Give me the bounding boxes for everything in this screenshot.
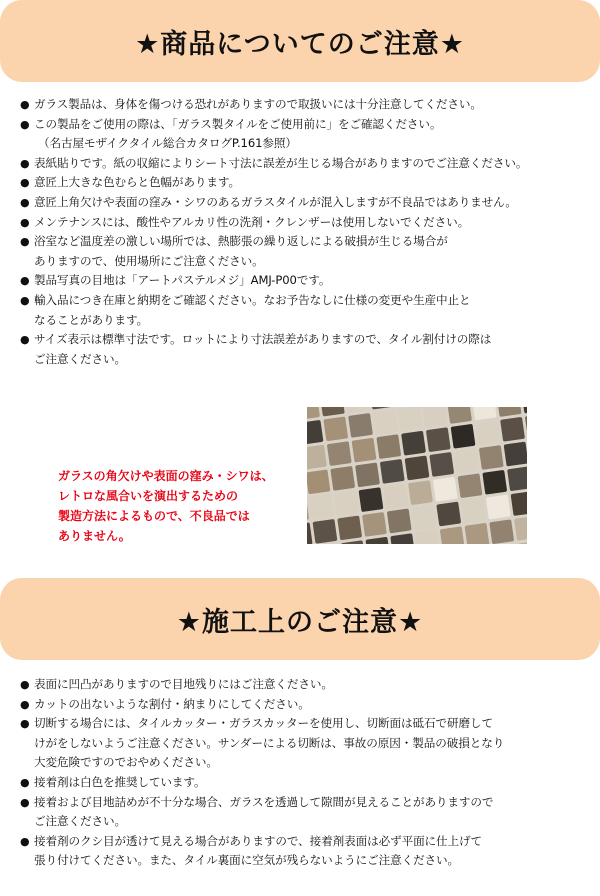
mosaic-tile bbox=[309, 494, 334, 519]
mosaic-tile bbox=[352, 438, 377, 463]
note-text: ● 切断する場合には、タイルカッター・ガラスカッターを使用し、切断面は砥石で研磨して bbox=[34, 716, 493, 731]
note-text: ● 浴室など温度差の激しい場所では、熱膨張の繰り返しによる破損が生じる場合が bbox=[34, 234, 448, 249]
note-item bbox=[20, 271, 596, 291]
note-text: ● 輸入品につき在庫と納期をご確認ください。なお予告なしに仕様の変更や生産中止と bbox=[34, 292, 471, 307]
mosaic-tile bbox=[330, 466, 355, 491]
mosaic-tile bbox=[440, 526, 465, 544]
mosaic-tile bbox=[334, 491, 359, 516]
note-text: ● この製品をご使用の際は、「ガラス製タイルをご使用前に」をご確認ください。 bbox=[34, 116, 442, 131]
note-item bbox=[20, 154, 596, 174]
note-text: ありますので、使用場所にご注意ください。 bbox=[34, 253, 264, 268]
note-text: 大変危険ですのでおやめください。 bbox=[34, 755, 218, 770]
red-note-line: レトロな風合いを演出するための bbox=[58, 489, 239, 503]
product-notes-list bbox=[20, 95, 596, 369]
note-text: ご注意ください。 bbox=[34, 814, 126, 829]
note-item bbox=[20, 291, 596, 330]
note-text: ● サイズ表示は標準寸法です。ロットにより寸法誤差がありますので、タイル割付けの際は bbox=[34, 332, 492, 347]
mosaic-tile bbox=[307, 469, 330, 494]
mosaic-tile bbox=[507, 466, 527, 491]
mosaic-tile-image bbox=[307, 407, 527, 544]
mosaic-tile bbox=[313, 519, 338, 544]
note-item bbox=[20, 675, 596, 695]
note-text: ● 意匠上大きな色むらと色幅があります。 bbox=[34, 175, 240, 190]
mosaic-tile bbox=[307, 445, 327, 470]
mosaic-tile bbox=[380, 459, 405, 484]
mosaic-tile bbox=[408, 480, 433, 505]
mosaic-tile bbox=[398, 407, 423, 431]
note-text: ● カットの出ないような割付・納まりにしてください。 bbox=[34, 696, 310, 711]
mosaic-tile bbox=[475, 420, 500, 445]
mosaic-tile bbox=[426, 427, 451, 452]
red-note-line: 製造方法によるもので、不良品では bbox=[58, 509, 250, 523]
note-text: 張り付けてください。また、タイル裏面に空気が残らないようにご注意ください。 bbox=[34, 853, 460, 868]
mosaic-tile bbox=[486, 495, 511, 520]
note-text: ● 製品写真の目地は「アートパステルメジ」AMJ-P00です。 bbox=[34, 273, 331, 288]
mosaic-tile bbox=[355, 462, 380, 487]
mosaic-tile bbox=[429, 452, 454, 477]
note-item bbox=[20, 714, 596, 773]
section-title-installation-notes: ★施工上のご注意★ bbox=[176, 606, 424, 638]
note-text: なることがあります。 bbox=[34, 312, 149, 327]
note-text: ● 接着剤は白色を推奨しています。 bbox=[34, 774, 206, 789]
note-item bbox=[20, 115, 596, 154]
mosaic-tile bbox=[482, 470, 507, 495]
note-subtext: （名古屋モザイクタイル総合カタログP.161参照） bbox=[38, 136, 297, 151]
note-item bbox=[20, 173, 596, 193]
installation-notes-list bbox=[20, 675, 596, 871]
mosaic-tile bbox=[454, 449, 479, 474]
mosaic-tile bbox=[500, 417, 525, 442]
note-text: ● 接着および目地詰めが不十分な場合、ガラスを透過して隙間が見えることがありますので bbox=[34, 794, 494, 809]
note-item bbox=[20, 832, 596, 871]
mosaic-tile bbox=[436, 502, 461, 527]
mosaic-tile bbox=[489, 519, 514, 544]
mosaic-tile bbox=[327, 441, 352, 466]
mosaic-tile-photo bbox=[307, 407, 527, 544]
mosaic-tile bbox=[337, 515, 362, 540]
mosaic-tile bbox=[323, 416, 348, 441]
note-text: ● メンテナンスには、酸性やアルカリ性の洗剤・クレンザーは使用しないでください。 bbox=[34, 214, 470, 229]
note-item bbox=[20, 773, 596, 793]
section-header-installation-notes bbox=[0, 578, 600, 660]
mosaic-tile bbox=[451, 424, 476, 449]
mosaic-tile bbox=[422, 407, 447, 427]
note-text: ● ガラス製品は、身体を傷つける恐れがありますので取扱いには十分注意してください。 bbox=[34, 97, 482, 111]
section-title-product-notes: ★商品についてのご注意★ bbox=[135, 28, 465, 60]
note-text: ● 接着剤のクシ目が透けて見える場合がありますので、接着剤表面は必ず平面に仕上げて bbox=[34, 833, 483, 848]
mosaic-tile bbox=[387, 508, 412, 533]
note-item bbox=[20, 695, 596, 715]
mosaic-tile bbox=[465, 523, 490, 544]
mosaic-tile bbox=[504, 442, 527, 467]
mosaic-tile bbox=[461, 498, 486, 523]
note-item bbox=[20, 232, 596, 271]
note-text: ● 表紙貼りです。紙の収縮によりシート寸法に誤差が生じる場合がありますのでご注意ください。 bbox=[34, 155, 528, 170]
mosaic-tile bbox=[405, 456, 430, 481]
mosaic-tile bbox=[359, 487, 384, 512]
mosaic-tile bbox=[401, 431, 426, 456]
note-item bbox=[20, 330, 596, 369]
red-note-line: ありません。 bbox=[58, 529, 131, 543]
note-item bbox=[20, 193, 596, 213]
note-text: ● 表面に凹凸がありますので目地残りにはご注意ください。 bbox=[34, 677, 333, 691]
mosaic-tile bbox=[412, 505, 437, 530]
mosaic-tile bbox=[373, 409, 398, 434]
note-item bbox=[20, 793, 596, 832]
section-header-product-notes bbox=[0, 0, 600, 82]
glass-defect-note bbox=[58, 466, 274, 546]
mosaic-tile bbox=[348, 413, 373, 438]
mosaic-tile bbox=[362, 512, 387, 537]
mosaic-tile bbox=[376, 434, 401, 459]
note-text: けがをしないようご注意ください。サンダーによる切断は、事故の原因・製品の破損となり bbox=[34, 735, 505, 750]
red-note-line: ガラスの角欠けや表面の窪み・シワは、 bbox=[58, 469, 274, 483]
note-item bbox=[20, 213, 596, 233]
note-text: ● 意匠上角欠けや表面の窪み・シワのあるガラスタイルが混入しますが不良品ではありません。 bbox=[34, 194, 517, 209]
mosaic-tile bbox=[433, 477, 458, 502]
note-text: ご注意ください。 bbox=[34, 351, 126, 366]
note-item bbox=[20, 95, 596, 115]
mosaic-tile bbox=[458, 473, 483, 498]
mosaic-tile bbox=[479, 445, 504, 470]
mosaic-tile bbox=[383, 484, 408, 509]
